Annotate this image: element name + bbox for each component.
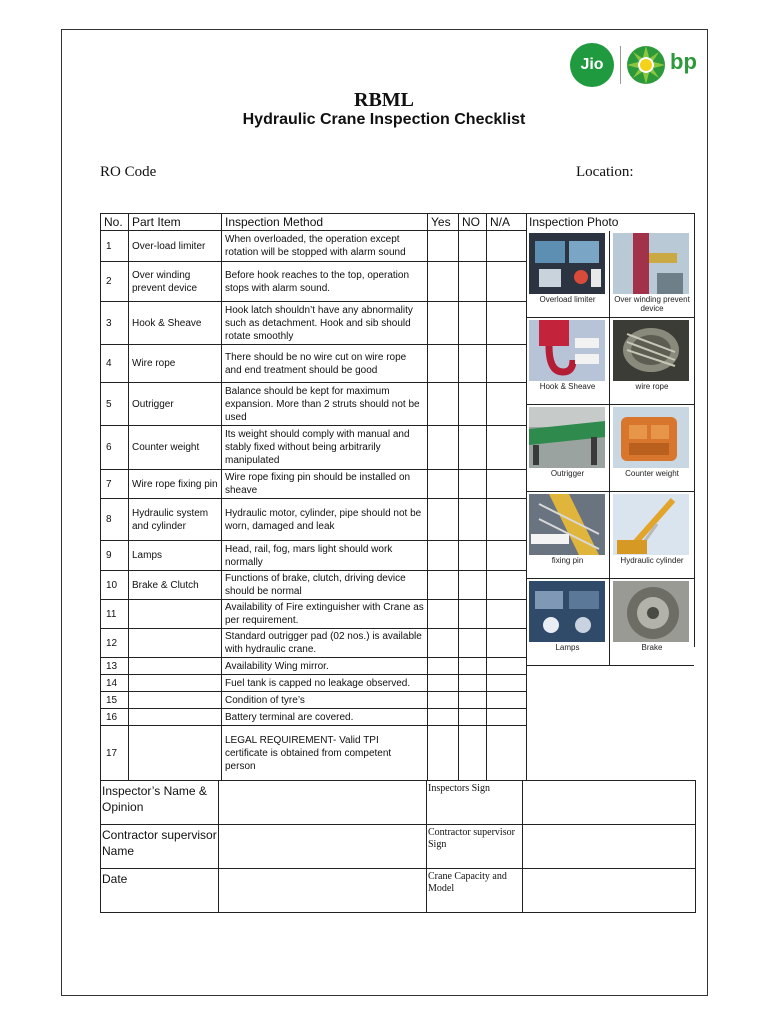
photo-caption: Hook & Sheave [539, 382, 596, 391]
crane-capacity-label: Crane Capacity and Model [427, 869, 523, 913]
row-number: 13 [101, 658, 129, 675]
signoff-row [101, 869, 696, 913]
row-inspection-method: Functions of brake, clutch, driving device should be normal [222, 571, 428, 600]
na-checkbox-cell[interactable] [487, 426, 527, 470]
no-checkbox-cell[interactable] [459, 571, 487, 600]
yes-checkbox-cell[interactable] [428, 658, 459, 675]
no-checkbox-cell[interactable] [459, 426, 487, 470]
photo-wire-rope [610, 318, 694, 405]
row-part-item [129, 692, 222, 709]
lamps-photo-icon [529, 581, 605, 642]
yes-checkbox-cell[interactable] [428, 675, 459, 692]
row-part-item [129, 675, 222, 692]
row-inspection-method: When overloaded, the operation except rotation will be stopped with alarm sound [222, 231, 428, 262]
table-header-row [101, 214, 527, 231]
header-yes: Yes [428, 214, 459, 231]
no-checkbox-cell[interactable] [459, 499, 487, 541]
jio-bp-logo [570, 42, 702, 88]
row-part-item [129, 658, 222, 675]
date-label: Date [101, 869, 219, 913]
no-checkbox-cell[interactable] [459, 470, 487, 499]
row-part-item: Brake & Clutch [129, 571, 222, 600]
row-inspection-method: There should be no wire cut on wire rope and end treatment should be good [222, 345, 428, 383]
yes-checkbox-cell[interactable] [428, 231, 459, 262]
row-part-item: Hydraulic system and cylinder [129, 499, 222, 541]
na-checkbox-cell[interactable] [487, 499, 527, 541]
yes-checkbox-cell[interactable] [428, 345, 459, 383]
yes-checkbox-cell[interactable] [428, 302, 459, 345]
row-inspection-method: Wire rope fixing pin should be installed on sheave [222, 470, 428, 499]
logo-divider [620, 46, 621, 84]
row-number: 12 [101, 629, 129, 658]
red-hook-photo-icon [529, 320, 605, 381]
photo-caption: Counter weight [625, 469, 679, 478]
table-row [101, 541, 527, 571]
signoff-row [101, 825, 696, 869]
brake-photo-icon [613, 581, 689, 642]
photo-counter-weight [610, 405, 694, 492]
table-row [101, 675, 527, 692]
inspector-sign-label: Inspectors Sign [427, 781, 523, 825]
na-checkbox-cell[interactable] [487, 726, 527, 781]
na-checkbox-cell[interactable] [487, 629, 527, 658]
photo-caption: wire rope [635, 382, 669, 391]
header-no: No. [101, 214, 129, 231]
na-checkbox-cell[interactable] [487, 262, 527, 302]
row-inspection-method: LEGAL REQUIREMENT- Valid TPI certificate is obtained from competent person [222, 726, 428, 781]
photo-outrigger [526, 405, 610, 492]
row-part-item: Hook & Sheave [129, 302, 222, 345]
yes-checkbox-cell[interactable] [428, 499, 459, 541]
row-inspection-method: Availability Wing mirror. [222, 658, 428, 675]
photo-lamps [526, 579, 610, 666]
yes-checkbox-cell[interactable] [428, 692, 459, 709]
table-row [101, 692, 527, 709]
inspector-name-field[interactable] [219, 781, 427, 825]
row-number: 10 [101, 571, 129, 600]
inspection-photo-header: Inspection Photo [529, 215, 619, 229]
row-inspection-method: Before hook reaches to the top, operation stops with alarm sound. [222, 262, 428, 302]
table-row [101, 571, 527, 600]
table-row [101, 262, 527, 302]
photo-grid [526, 231, 694, 666]
yes-checkbox-cell[interactable] [428, 629, 459, 658]
bp-helios-icon [626, 45, 666, 85]
inspector-name-label: Inspector’s Name & Opinion [101, 781, 219, 825]
row-part-item: Wire rope fixing pin [129, 470, 222, 499]
yes-checkbox-cell[interactable] [428, 541, 459, 571]
row-number: 4 [101, 345, 129, 383]
row-part-item [129, 600, 222, 629]
photo-hook-sheave [526, 318, 610, 405]
no-checkbox-cell[interactable] [459, 262, 487, 302]
na-checkbox-cell[interactable] [487, 709, 527, 726]
contractor-sign-field[interactable] [523, 825, 696, 869]
inspection-checklist-table [100, 213, 527, 781]
contractor-name-label: Contractor supervisor Name [101, 825, 219, 869]
no-checkbox-cell[interactable] [459, 709, 487, 726]
photo-caption: Brake [641, 643, 663, 652]
row-number: 1 [101, 231, 129, 262]
row-inspection-method: Hydraulic motor, cylinder, pipe should not be worn, damaged and leak [222, 499, 428, 541]
row-number: 11 [101, 600, 129, 629]
table-row [101, 658, 527, 675]
na-checkbox-cell[interactable] [487, 571, 527, 600]
photo-over-winding [610, 231, 694, 318]
table-row [101, 499, 527, 541]
no-checkbox-cell[interactable] [459, 345, 487, 383]
table-row [101, 600, 527, 629]
na-checkbox-cell[interactable] [487, 383, 527, 426]
row-part-item: Wire rope [129, 345, 222, 383]
table-row [101, 470, 527, 499]
no-checkbox-cell[interactable] [459, 541, 487, 571]
no-checkbox-cell[interactable] [459, 692, 487, 709]
row-inspection-method: Hook latch shouldn’t have any abnormality such as detachment. Hook and sib should rotate smoothly [222, 302, 428, 345]
header-inspection-method: Inspection Method [222, 214, 428, 231]
bp-logo-text: bp [670, 49, 697, 74]
row-inspection-method: Standard outrigger pad (02 nos.) is available with hydraulic crane. [222, 629, 428, 658]
row-number: 17 [101, 726, 129, 781]
table-row [101, 726, 527, 781]
no-checkbox-cell[interactable] [459, 600, 487, 629]
no-checkbox-cell[interactable] [459, 302, 487, 345]
row-part-item [129, 726, 222, 781]
na-checkbox-cell[interactable] [487, 231, 527, 262]
yes-checkbox-cell[interactable] [428, 426, 459, 470]
yes-checkbox-cell[interactable] [428, 262, 459, 302]
row-number: 8 [101, 499, 129, 541]
photo-hydraulic-cylinder [610, 492, 694, 579]
table-row [101, 383, 527, 426]
row-part-item: Outrigger [129, 383, 222, 426]
na-checkbox-cell[interactable] [487, 658, 527, 675]
contractor-sign-label: Contractor supervisor Sign [427, 825, 523, 869]
no-checkbox-cell[interactable] [459, 658, 487, 675]
row-inspection-method: Balance should be kept for maximum expansion. More than 2 struts should not be used [222, 383, 428, 426]
row-number: 15 [101, 692, 129, 709]
no-checkbox-cell[interactable] [459, 629, 487, 658]
yes-checkbox-cell[interactable] [428, 383, 459, 426]
table-row [101, 709, 527, 726]
jio-logo-icon: Jio [570, 43, 614, 87]
row-number: 7 [101, 470, 129, 499]
row-number: 3 [101, 302, 129, 345]
counterweight-photo-icon [613, 407, 689, 468]
header-no-col: NO [459, 214, 487, 231]
na-checkbox-cell[interactable] [487, 692, 527, 709]
photo-overload-limiter [526, 231, 610, 318]
no-checkbox-cell[interactable] [459, 726, 487, 781]
row-part-item: Lamps [129, 541, 222, 571]
row-inspection-method: Battery terminal are covered. [222, 709, 428, 726]
row-part-item: Counter weight [129, 426, 222, 470]
row-part-item: Over-load limiter [129, 231, 222, 262]
row-inspection-method: Availability of Fire extinguisher with Crane as per requirement. [222, 600, 428, 629]
date-field[interactable] [219, 869, 427, 913]
row-number: 2 [101, 262, 129, 302]
fixing-pin-photo-icon [529, 494, 605, 555]
photo-caption: fixing pin [551, 556, 584, 565]
table-row [101, 629, 527, 658]
wire-drum-photo-icon [613, 320, 689, 381]
document-title: RBML [354, 89, 414, 111]
na-checkbox-cell[interactable] [487, 345, 527, 383]
photo-caption: Hydraulic cylinder [620, 556, 684, 565]
row-inspection-method: Head, rail, fog, mars light should work normally [222, 541, 428, 571]
row-number: 9 [101, 541, 129, 571]
row-inspection-method: Its weight should comply with manual and stably fixed without being arbitrarily manipulated [222, 426, 428, 470]
yes-checkbox-cell[interactable] [428, 470, 459, 499]
row-part-item: Over winding prevent device [129, 262, 222, 302]
signoff-table [100, 780, 696, 913]
photo-caption: Over winding prevent device [614, 295, 690, 313]
inspector-sign-field[interactable] [523, 781, 696, 825]
yes-checkbox-cell[interactable] [428, 726, 459, 781]
crane-boom-photo-icon [613, 233, 689, 294]
table-row [101, 231, 527, 262]
table-row [101, 345, 527, 383]
row-number: 14 [101, 675, 129, 692]
yes-checkbox-cell[interactable] [428, 600, 459, 629]
control-panel-photo-icon [529, 233, 605, 294]
row-part-item [129, 629, 222, 658]
signoff-row [101, 781, 696, 825]
header-na: N/A [487, 214, 527, 231]
table-row [101, 302, 527, 345]
no-checkbox-cell[interactable] [459, 231, 487, 262]
no-checkbox-cell[interactable] [459, 383, 487, 426]
row-number: 16 [101, 709, 129, 726]
no-checkbox-cell[interactable] [459, 675, 487, 692]
header-part-item: Part Item [129, 214, 222, 231]
na-checkbox-cell[interactable] [487, 675, 527, 692]
photo-fixing-pin [526, 492, 610, 579]
location-label: Location: [576, 164, 634, 180]
row-inspection-method: Fuel tank is capped no leakage observed. [222, 675, 428, 692]
inspection-photo-panel [526, 213, 695, 652]
na-checkbox-cell[interactable] [487, 541, 527, 571]
document-subtitle: Hydraulic Crane Inspection Checklist [242, 111, 526, 128]
table-row [101, 426, 527, 470]
row-part-item [129, 709, 222, 726]
yes-checkbox-cell[interactable] [428, 571, 459, 600]
contractor-name-field[interactable] [219, 825, 427, 869]
outrigger-photo-icon [529, 407, 605, 468]
photo-brake [610, 579, 694, 666]
photo-caption: Overload limiter [539, 295, 596, 304]
na-checkbox-cell[interactable] [487, 600, 527, 629]
row-number: 5 [101, 383, 129, 426]
row-number: 6 [101, 426, 129, 470]
photo-caption: Lamps [555, 643, 580, 652]
hydraulic-cylinder-photo-icon [613, 494, 689, 555]
na-checkbox-cell[interactable] [487, 470, 527, 499]
row-inspection-method: Condition of tyre’s [222, 692, 428, 709]
na-checkbox-cell[interactable] [487, 302, 527, 345]
crane-capacity-field[interactable] [523, 869, 696, 913]
photo-caption: Outrigger [550, 469, 585, 478]
yes-checkbox-cell[interactable] [428, 709, 459, 726]
ro-code-label: RO Code [100, 164, 157, 180]
